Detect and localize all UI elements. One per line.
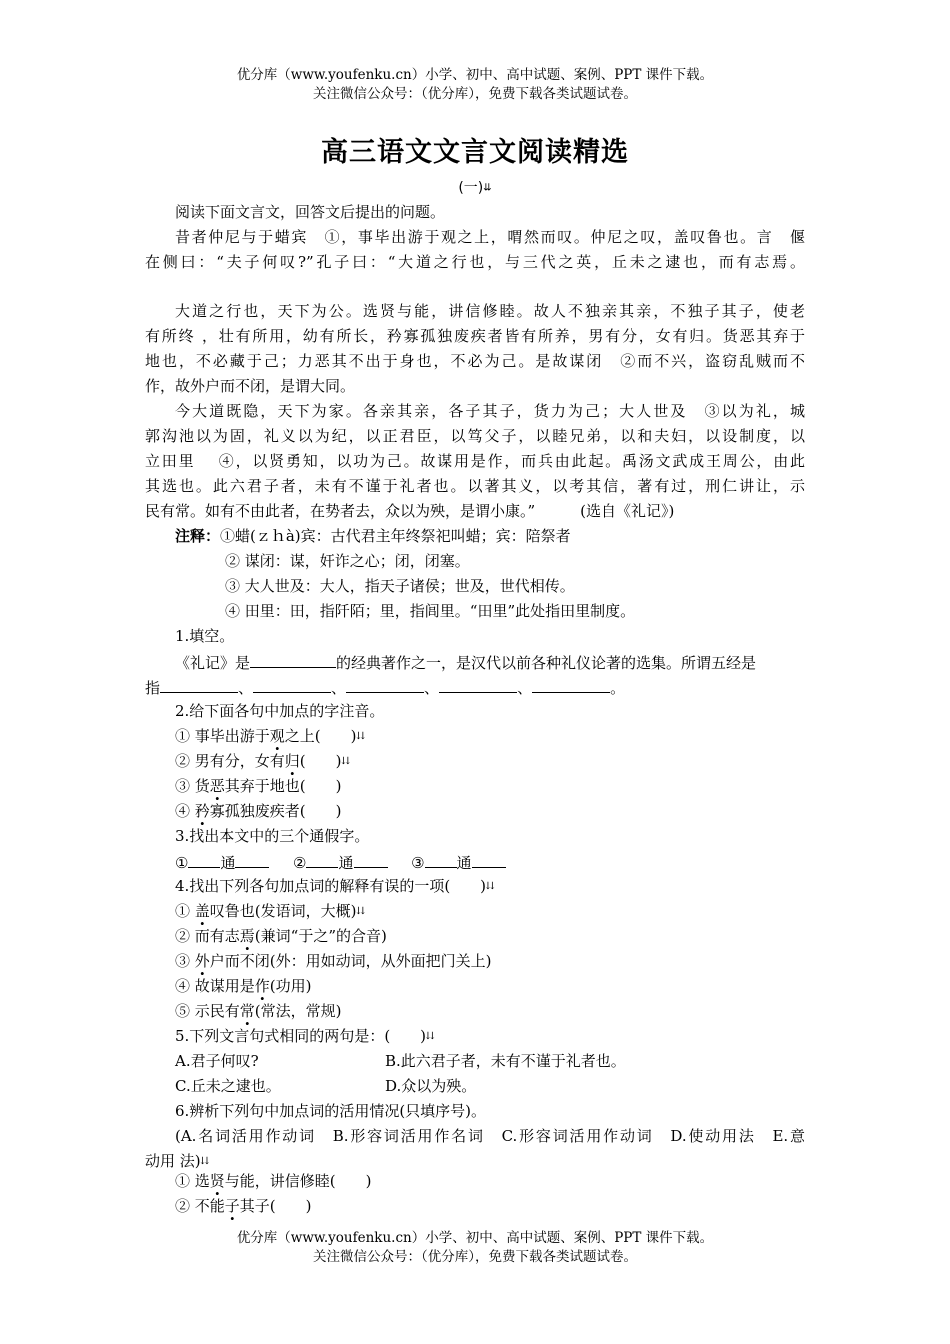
item-text: ③ [175,952,195,970]
item-text: ⑤ 示民有 [175,1002,240,1020]
dotted-char: 盖 [194,902,210,920]
question-2-item-2 [175,751,350,772]
item-text: ① [175,902,195,920]
item-text: (兼词“于之”的合音) [254,927,387,945]
tong-label: 通 [456,854,472,872]
item-text: ( ) [299,752,342,770]
tong-label: 通 [338,854,354,872]
header-line-1: 优分库（www.youfenku.cn）小学、初中、高中试题、案例、PPT 课件下载。 [236,67,714,83]
note-3: ③ 大人世及：大人，指天子诸侯；世及，世代相传。 [225,577,575,595]
dotted-char: 常 [239,1002,255,1020]
question-4-item-3 [175,951,492,971]
dotted-char: 外 [194,952,210,970]
item-text: (功用) [269,977,312,995]
separator: 、 [331,679,347,697]
item-text: (常法，常规) [254,1002,342,1020]
item-text: ① 选 [175,1172,210,1190]
passage-line: 郭沟池以为固，礼义以为纪，以正君臣，以笃父子，以睦兄弟，以和夫妇，以设制度，以 [145,427,805,445]
item-text: ④ [175,802,195,820]
note-2: ② 谋闭：谋，奸诈之心；闭，闭塞。 [225,552,470,570]
fill-blank[interactable] [253,676,331,693]
fill-blank[interactable] [188,851,220,868]
item-text: ④ 故谋用是 [175,977,255,995]
separator: 、 [424,679,440,697]
question-4-item-2 [175,926,387,946]
period: 。 [610,679,626,697]
dotted-char: 观 [269,727,285,745]
paragraph-mark-icon: ⇊ [356,906,365,917]
document-title: 高三语文文言文阅读精选 [321,137,629,168]
footer-line-1: 优分库（www.youfenku.cn）小学、初中、高中试题、案例、PPT 课件下载。 [236,1230,714,1246]
dotted-char: 归 [284,752,300,770]
fill-blank[interactable] [532,676,610,693]
notes-label: 注释： [175,527,221,545]
passage-line: 今大道既隐，天下为家。各亲其亲，各子其子，货力为己；大人世及 ③以为礼，城 [175,402,805,420]
item-text: 叹鲁也(发语词，大概) [209,902,357,920]
item-text: ② 不能 [175,1197,225,1215]
fill-blank[interactable] [250,651,336,668]
question-4-item-5 [175,1001,342,1021]
dotted-char: 作 [254,977,270,995]
tong-label: 通 [220,854,236,872]
options-text: 动用 法) [145,1152,201,1170]
question-2-item-1 [175,726,365,747]
fill-blank[interactable] [354,851,388,868]
dotted-char: 恶 [209,777,225,795]
question-6-item-1 [175,1171,372,1191]
blank-number: ① [175,854,189,872]
item-text: 其子( ) [239,1197,312,1215]
item-text: ③ 货 [175,777,210,795]
passage-line: 民有常。如有不由此者，在势者去，众以为殃，是谓小康。” (选自《礼记》) [145,502,675,520]
passage-line: 作，故外户而不闭，是谓大同。 [145,377,356,395]
fill-blank[interactable] [346,676,424,693]
stem-text: 5.下列文言句式相同的两句是：( ) [175,1027,427,1045]
passage-line: 立田里 ④，以贤勇知，以功为己。故谋用是作，而兵由此起。禹汤文武成王周公，由此 [145,452,805,470]
question-2-item-3 [175,776,342,796]
section-number [0,177,950,197]
question-6-item-2 [175,1196,312,1216]
fill-blank[interactable] [160,676,238,693]
question-2-item-4 [175,801,342,821]
paragraph-mark-icon: ⇊ [486,881,495,892]
fill-blank[interactable] [306,851,338,868]
blank-number: ② [293,854,307,872]
paragraph-mark-icon: ⇊ [341,756,350,767]
stem-text: 4.找出下列各句加点词的解释有误的一项( ) [175,877,487,895]
page-header [0,66,950,104]
dotted-char: 子 [224,1197,240,1215]
question-6-options-line-1: (A.名词活用作动词 B.形容词活用作名词 C.形容词活用作动词 D.使动用法 E.意 [175,1127,805,1145]
option-d[interactable]: D.众以为殃。 [385,1077,477,1095]
q1-text: 指 [145,679,161,697]
passage-line: 其选也。此六君子者，未有不谨于礼者也。以著其义，以考其信，著有过，刑仁讲让，示 [145,477,805,495]
note-1 [175,526,571,546]
dotted-char: 矜 [194,802,210,820]
question-1-line-1 [175,651,756,673]
note-4: ④ 田里：田，指阡陌；里，指闾里。“田里”此处指田里制度。 [225,602,636,620]
section-label: (一) [458,180,484,196]
intro-text: 阅读下面文言文，回答文后提出的问题。 [175,203,446,221]
question-2-stem: 2.给下面各句中加点的字注音。 [175,702,385,720]
fill-blank[interactable] [235,851,269,868]
question-4-item-1 [175,901,365,922]
dotted-char: 焉 [239,927,255,945]
question-5-stem [175,1026,434,1047]
dotted-char: 贤 [209,1172,225,1190]
paragraph-mark-icon: ⇊ [426,1031,435,1042]
separator: 、 [517,679,533,697]
item-text: 户而不闭(外：用如动词，从外面把门关上) [209,952,492,970]
separator: 、 [238,679,254,697]
item-text: ② 而有志 [175,927,240,945]
paragraph-mark-icon: ⇊ [483,182,492,194]
question-3-stem: 3.找出本文中的三个通假字。 [175,827,370,845]
item-text: 其弃于地也( ) [224,777,342,795]
option-a[interactable]: A.君子何叹? [175,1052,259,1070]
passage-line: 大道之行也，天下为公。选贤与能，讲信修睦。故人不独亲其亲，不独子其子，使老 [175,302,805,320]
paragraph-mark-icon: ⇊ [200,1156,210,1167]
question-1-line-2 [145,676,625,698]
q1-text: 《礼记》是 [175,654,251,672]
question-1-stem: 1.填空。 [175,627,235,645]
item-text: 寡孤独废疾者( ) [209,802,342,820]
question-4-stem [175,876,494,897]
fill-blank[interactable] [439,676,517,693]
item-text: 之上( ) [284,727,357,745]
passage-line: 有所终 ，壮有所用，幼有所长，矜寡孤独废疾者皆有所养，男有分，女有归。货恶其弃于 [145,327,805,345]
passage-line: 地也，不必藏于己；力恶其不出于身也，不必为己。是故谋闭 ②而不兴，盗窃乱贼而不 [145,352,805,370]
paragraph-mark-icon: ⇊ [356,731,365,742]
question-3-blanks [175,851,506,873]
fill-blank[interactable] [472,851,506,868]
passage-line: 在侧曰：“夫子何叹?”孔子曰：“大道之行也，与三代之英，丘未之逮也，而有志焉。 [145,253,805,271]
question-6-stem: 6.辨析下列句中加点词的活用情况(只填序号)。 [175,1102,487,1120]
fill-blank[interactable] [425,851,457,868]
footer-line-2: 关注微信公众号：（优分库），免费下载各类试题试卷。 [313,1249,637,1265]
q1-text: 的经典著作之一，是汉代以前各种礼仪论著的选集。所谓五经是 [336,654,757,672]
item-text: ① 事毕出游于 [175,727,270,745]
header-line-2: 关注微信公众号：（优分库），免费下载各类试题试卷。 [313,86,637,102]
page-footer [0,1229,950,1267]
option-c[interactable]: C.丘未之逮也。 [175,1077,281,1095]
item-text: 与能，讲信修睦( ) [224,1172,372,1190]
blank-number: ③ [411,854,425,872]
option-b[interactable]: B.此六君子者，未有不谨于礼者也。 [385,1052,626,1070]
question-4-item-4 [175,976,312,996]
question-6-options-line-2 [145,1151,209,1172]
item-text: ② 男有分，女有 [175,752,285,770]
note-text: ①蜡(ｚｈà)宾：古代君主年终祭祀叫蜡；宾：陪祭者 [220,527,571,545]
passage-line: 昔者仲尼与于蜡宾 ①，事毕出游于观之上，喟然而叹。仲尼之叹，盖叹鲁也。言 偃 [175,228,805,246]
